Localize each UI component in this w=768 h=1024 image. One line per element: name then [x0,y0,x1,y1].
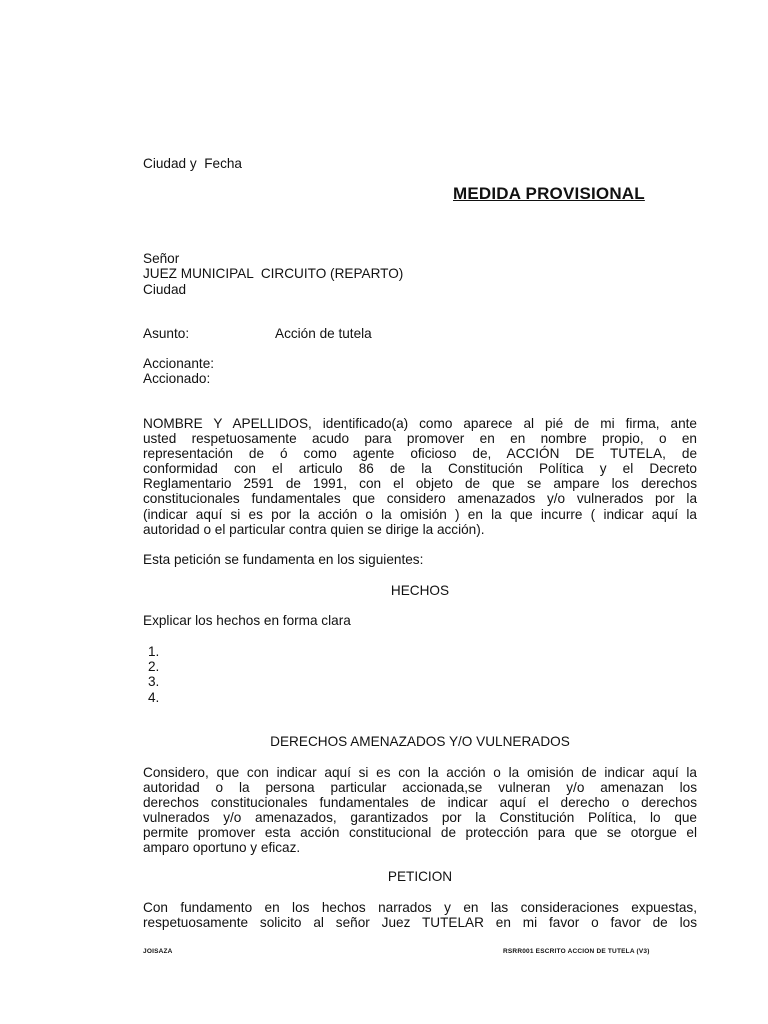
addressee-line-2: JUEZ MUNICIPAL CIRCUITO (REPARTO) [143,266,404,281]
derechos-heading: DERECHOS AMENAZADOS Y/O VULNERADOS [270,734,570,749]
list-item: 4. [148,689,160,705]
intro-line: autoridad o el particular contra quien se dirige la acción). [143,521,485,537]
intro-line: constitucionales fundamentales que considero amenazados y/o vulnerados por la [143,491,697,507]
derechos-line: autoridad o la persona particular accionada,se vulneran y/o amenazan los [143,780,697,796]
intro-line: conformidad con el articulo 86 de la Constitución Política y el Decreto [143,461,697,477]
intro-paragraph [143,416,697,537]
peticion-line: Con fundamento en los hechos narrados y en las consideraciones expuestas, [143,900,697,915]
intro-line: (indicar aquí si es por la acción o la omisión ) en la que incurre ( indicar aquí la [143,506,697,522]
list-item: 1. [148,644,160,659]
hechos-list [148,644,159,705]
derechos-line: permite promover esta acción constitucional de protección para que se otorgue el [143,825,697,841]
peticion-heading: PETICION [387,869,453,884]
list-item: 3. [148,674,160,690]
derechos-line: amparo oportuno y eficaz. [143,840,301,856]
fundamento-line: Esta petición se fundamenta en los siguientes: [143,552,424,567]
derechos-line: derechos constitucionales fundamentales de indicar aquí el derecho o derechos [143,795,697,811]
document-title: MEDIDA PROVISIONAL [453,184,645,203]
intro-line: usted respetuosamente acudo para promover en en nombre propio, o en [143,431,697,447]
intro-line: Reglamentario 2591 de 1991, con el objeto de que se ampare los derechos [143,476,697,492]
footer-left: JOISAZA [143,948,173,955]
intro-line: representación de ó como agente oficioso de, ACCIÓN DE TUTELA, de [143,446,697,462]
asunto-value: Acción de tutela [275,326,372,341]
derechos-line: Considero, que con indicar aquí si es con la acción o la omisión de indicar aquí la [143,765,697,780]
hechos-intro: Explicar los hechos en forma clara [143,613,351,628]
intro-line: NOMBRE Y APELLIDOS, identificado(a) como aparece al pié de mi firma, ante [143,416,697,431]
derechos-paragraph [143,765,697,856]
footer-right: RSRR001 ESCRITO ACCION DE TUTELA (V3) [503,948,650,955]
derechos-line: vulnerados y/o amenazados, garantizados por la Constitución Política, lo que [143,810,697,826]
addressee-line-1: Señor [143,251,180,266]
accionado-label: Accionado: [143,371,211,386]
list-item: 2. [148,659,160,675]
asunto-label: Asunto: [143,326,190,341]
city-date: Ciudad y Fecha [143,156,242,171]
hechos-heading: HECHOS [390,583,450,598]
peticion-paragraph [143,900,697,930]
peticion-line: respetuosamente solicito al señor Juez TUTELAR en mi favor o favor de los [143,915,697,931]
addressee-line-3: Ciudad [143,282,187,297]
accionante-label: Accionante: [143,356,215,371]
